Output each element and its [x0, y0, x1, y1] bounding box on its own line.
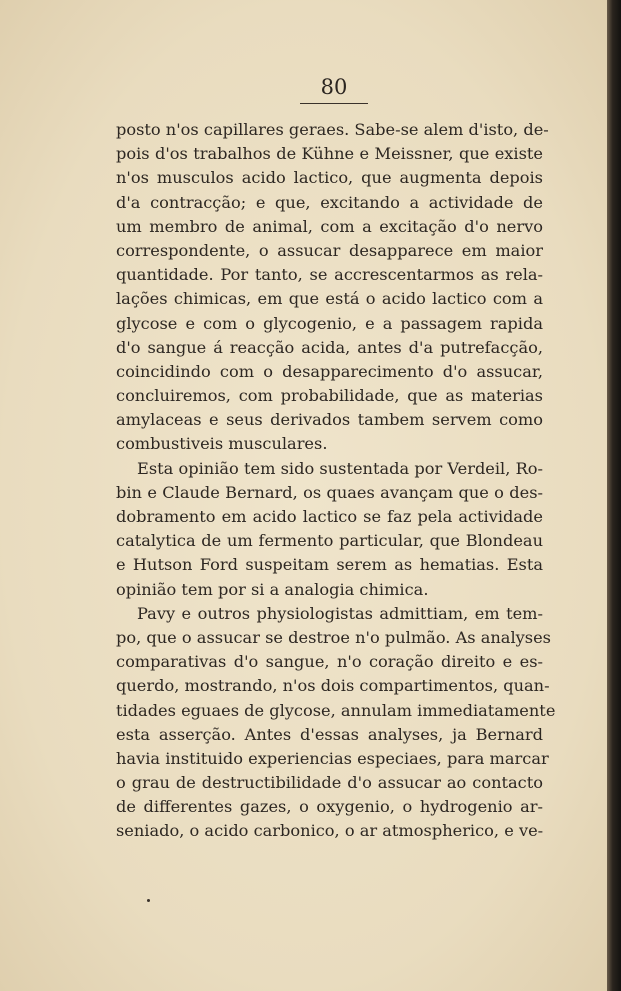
text-line: o grau de destructibilidade d'o assucar ao contacto: [116, 773, 543, 793]
ink-speck: [147, 899, 150, 902]
text-line: bin e Claude Bernard, os quaes avançam que o des-: [116, 482, 543, 502]
text-line: esta asserção. Antes d'essas analyses, ja Bernard: [116, 724, 543, 744]
text-line: opinião tem por si a analogia chimica.: [116, 579, 429, 599]
text-line: havia instituido experiencias especiaes, para marcar: [116, 748, 549, 768]
text-line: pois d'os trabalhos de Kühne e Meissner, que existe: [116, 144, 543, 164]
text-line: po, que o assucar se destroe n'o pulmão. As analyses: [116, 627, 551, 647]
book-binding-edge: [607, 0, 621, 991]
text-line: tidades eguaes de glycose, annulam immediatamente: [116, 700, 556, 720]
page-number: 80: [320, 75, 348, 99]
text-line: d'a contracção; e que, excitando a actividade de: [116, 192, 543, 212]
text-line: n'os musculos acido lactico, que augmenta depois: [116, 168, 543, 188]
text-line: glycose e com o glycogenio, e a passagem rapida: [116, 313, 543, 333]
text-line: Pavy e outros physiologistas admittiam, em tem-: [137, 603, 543, 623]
text-line: de differentes gazes, o oxygenio, o hydrogenio ar-: [116, 797, 543, 817]
text-line: catalytica de um fermento particular, que Blondeau: [116, 531, 543, 551]
text-line: seniado, o acido carbonico, o ar atmospherico, e ve-: [116, 821, 544, 841]
text-line: um membro de animal, com a excitação d'o nervo: [116, 216, 543, 236]
text-line: comparativas d'o sangue, n'o coração direito e es-: [116, 652, 543, 672]
text-line: coincidindo com o desapparecimento d'o assucar,: [116, 361, 543, 381]
text-line: Esta opinião tem sido sustentada por Verdeil, Ro-: [137, 458, 543, 478]
text-line: querdo, mostrando, n'os dois compartimentos, quan-: [116, 676, 550, 696]
text-line: posto n'os capillares geraes. Sabe-se alem d'isto, de-: [116, 120, 549, 139]
text-line: amylaceas e seus derivados tambem servem como: [116, 410, 543, 430]
text-line: correspondente, o assucar desapparece em maior: [116, 240, 543, 260]
text-line: e Hutson Ford suspeitam serem as hematias. Esta: [116, 555, 543, 575]
text-line: d'o sangue á reacção acida, antes d'a putrefacção,: [116, 337, 543, 357]
text-line: dobramento em acido lactico se faz pela actividade: [116, 507, 543, 526]
text-line: concluiremos, com probabilidade, que as materias: [116, 386, 543, 406]
page-number-rule: [300, 103, 368, 104]
text-line: combustiveis musculares.: [116, 434, 328, 454]
text-line: quantidade. Por tanto, se accrescentarmos as rela-: [116, 265, 543, 285]
body-text: [116, 118, 556, 844]
text-line: lações chimicas, em que está o acido lactico com a: [116, 289, 543, 309]
